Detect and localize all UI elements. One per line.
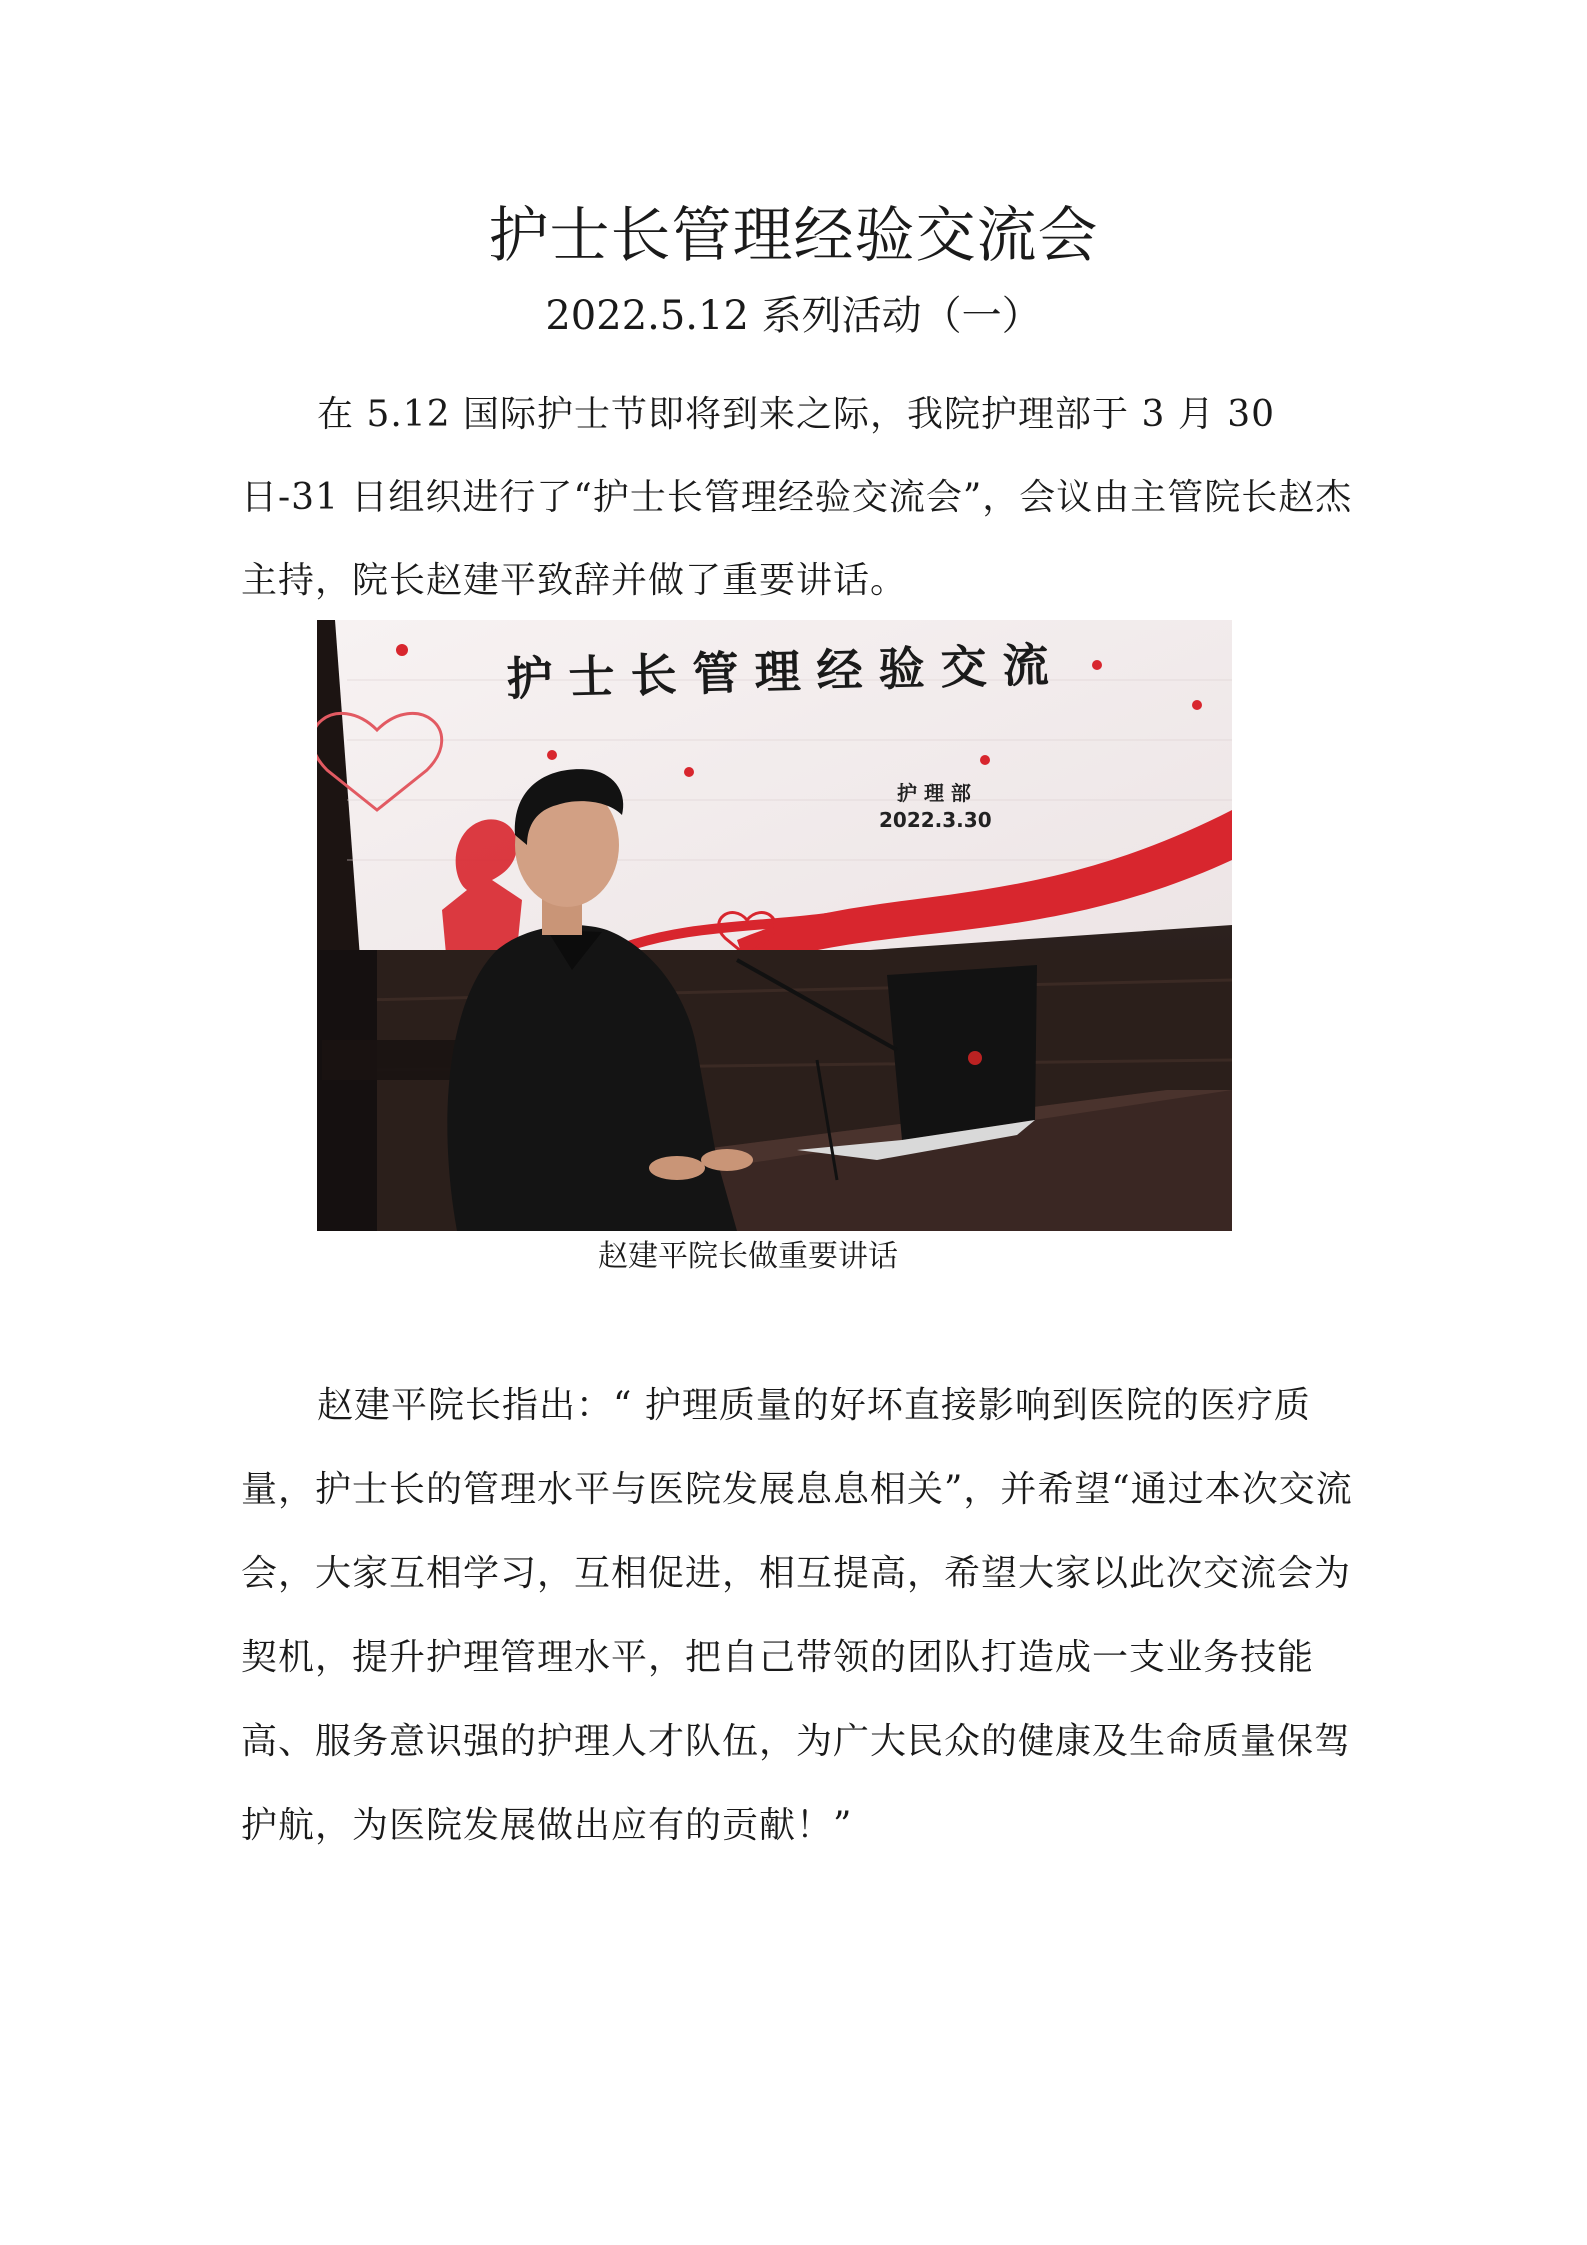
intro-paragraph: 在 5.12 国际护士节即将到来之际，我院护理部于 3 月 30 日-31 日组织进行了“护士长管理经验交流会”，会议由主管院长赵杰主持，院长赵建平致辞并做了重要讲话。 xyxy=(241,394,1353,601)
document-title: 护士长管理经验交流会 xyxy=(488,201,1099,271)
screen-date-text: 2022.3.30 xyxy=(879,808,992,832)
photo-caption: 赵建平院长做重要讲话 xyxy=(598,1239,898,1274)
speech-photo xyxy=(317,620,1232,1231)
screen-title-text: 护 士 长 管 理 经 验 交 流 xyxy=(505,637,1050,706)
screen-dept-text: 护 理 部 xyxy=(897,781,971,805)
speech-paragraph: 赵建平院长指出：“ 护理质量的好坏直接影响到医院的医疗质量，护士长的管理水平与医院发展息息相关”，并希望“通过本次交流会，大家互相学习，互相促进，相互提高，希望大家以此次交流会为契机，提升护理管理水平，把自己带领的团队打造成一支业务技能高、服务意识强的护理人才队伍，为广大民众的健康及生命质量保驾护航，为医院发展做出应有的贡献！” xyxy=(241,1385,1353,1846)
photo-illustration xyxy=(317,620,1232,1231)
document-subtitle: 2022.5.12 系列活动（一） xyxy=(545,293,1042,339)
